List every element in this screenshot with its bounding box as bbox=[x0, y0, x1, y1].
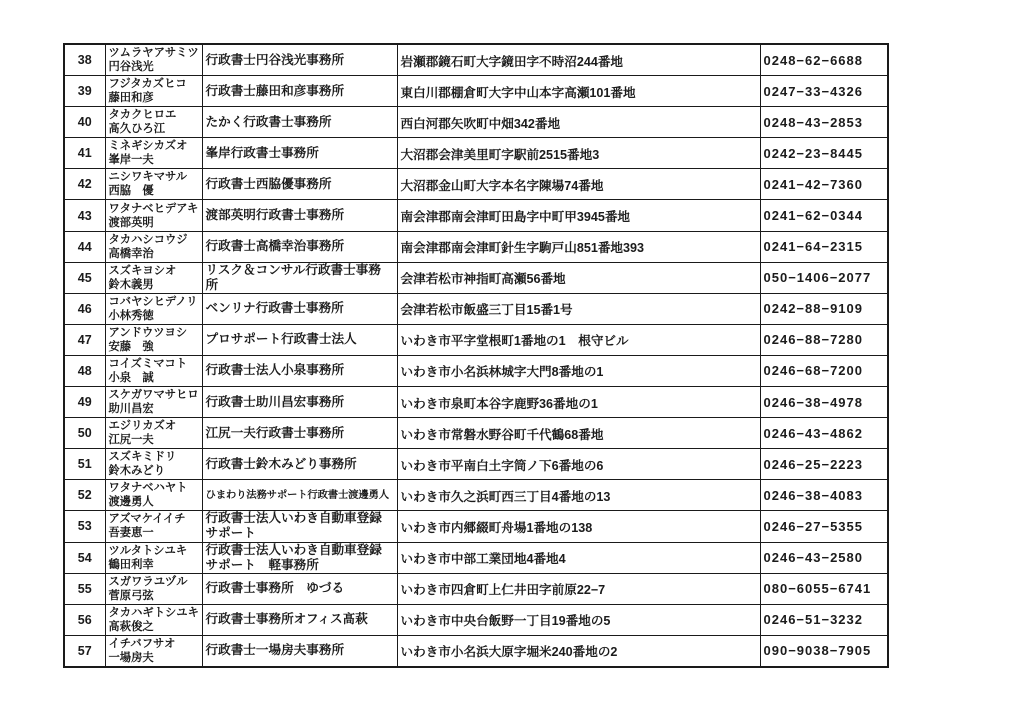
phone-number-cell: 0246−38−4083 bbox=[760, 480, 888, 511]
office-address-cell: 南会津郡南会津町田島字中町甲3945番地 bbox=[397, 200, 760, 231]
name-kana: タカクヒロエ bbox=[108, 109, 177, 122]
office-address-cell: いわき市泉町本谷字鹿野36番地の1 bbox=[397, 387, 760, 418]
member-name-cell bbox=[105, 604, 202, 635]
phone-number-cell: 0246−43−4862 bbox=[760, 418, 888, 449]
row-number-cell: 55 bbox=[64, 573, 105, 604]
member-name-cell bbox=[105, 387, 202, 418]
phone-number-cell: 0246−88−7280 bbox=[760, 324, 888, 355]
name-kanji: 小林秀徳 bbox=[108, 309, 154, 322]
name-kana: ワタナベハヤト bbox=[108, 482, 188, 495]
office-name-cell: 行政書士藤田和彦事務所 bbox=[202, 76, 397, 107]
row-number-cell: 51 bbox=[64, 449, 105, 480]
name-kanji: 鈴木義男 bbox=[108, 278, 154, 291]
row-number-cell: 49 bbox=[64, 387, 105, 418]
name-kana: ニシワキマサル bbox=[108, 171, 188, 184]
name-kanji: 鈴木みどり bbox=[108, 465, 165, 478]
member-name-cell bbox=[105, 355, 202, 386]
office-name-cell: 江尻一夫行政書士事務所 bbox=[202, 418, 397, 449]
name-kanji: 髙久ひろ江 bbox=[108, 123, 165, 136]
table-row bbox=[64, 231, 888, 262]
name-kana: ツムラヤアサミツ bbox=[108, 47, 199, 60]
table-row bbox=[64, 262, 888, 293]
name-kana: スズキミドリ bbox=[108, 451, 177, 464]
name-kanji: 峯岸一夫 bbox=[108, 154, 154, 167]
phone-number-cell: 0246−68−7200 bbox=[760, 355, 888, 386]
office-name-cell: 行政書士法人小泉事務所 bbox=[202, 355, 397, 386]
table-row bbox=[64, 355, 888, 386]
member-name-cell bbox=[105, 449, 202, 480]
row-number-cell: 40 bbox=[64, 107, 105, 138]
name-kana: タカハギトシユキ bbox=[108, 606, 199, 619]
row-number-cell: 52 bbox=[64, 480, 105, 511]
name-kanji: 円谷浅光 bbox=[108, 61, 154, 74]
member-name-cell bbox=[105, 418, 202, 449]
row-number-cell: 42 bbox=[64, 169, 105, 200]
row-number-cell: 45 bbox=[64, 262, 105, 293]
name-kanji: 江尻一夫 bbox=[108, 434, 154, 447]
member-name-cell bbox=[105, 231, 202, 262]
member-name-cell bbox=[105, 200, 202, 231]
name-kanji: 小泉 誠 bbox=[108, 371, 154, 384]
office-name-cell: 行政書士西脇優事務所 bbox=[202, 169, 397, 200]
office-name-cell: 行政書士鈴木みどり事務所 bbox=[202, 449, 397, 480]
table-row bbox=[64, 200, 888, 231]
office-address-cell: 東白川郡棚倉町大字中山本字高瀬101番地 bbox=[397, 76, 760, 107]
table-row bbox=[64, 635, 888, 667]
office-address-cell: 会津若松市飯盛三丁目15番1号 bbox=[397, 293, 760, 324]
row-number-cell: 57 bbox=[64, 635, 105, 667]
row-number-cell: 47 bbox=[64, 324, 105, 355]
table-row bbox=[64, 511, 888, 542]
office-name-cell: 行政書士法人いわき自動車登録サポート 軽事務所 bbox=[202, 542, 397, 573]
member-name-cell bbox=[105, 169, 202, 200]
office-address-cell: いわき市四倉町上仁井田字前原22−7 bbox=[397, 573, 760, 604]
office-name-cell: ベンリナ行政書士事務所 bbox=[202, 293, 397, 324]
office-name-cell: 行政書士円谷浅光事務所 bbox=[202, 44, 397, 76]
table-row bbox=[64, 138, 888, 169]
table-row bbox=[64, 324, 888, 355]
table-row bbox=[64, 169, 888, 200]
member-name-cell bbox=[105, 511, 202, 542]
office-name-cell: リスク＆コンサル行政書士事務所 bbox=[202, 262, 397, 293]
member-name-cell bbox=[105, 480, 202, 511]
phone-number-cell: 0246−51−3232 bbox=[760, 604, 888, 635]
name-kanji: 吾妻恵一 bbox=[108, 527, 154, 540]
office-name-cell: 峯岸行政書士事務所 bbox=[202, 138, 397, 169]
phone-number-cell: 0242−23−8445 bbox=[760, 138, 888, 169]
phone-number-cell: 090−9038−7905 bbox=[760, 635, 888, 667]
row-number-cell: 44 bbox=[64, 231, 105, 262]
office-address-cell: 西白河郡矢吹町中畑342番地 bbox=[397, 107, 760, 138]
name-kana: コバヤシヒデノリ bbox=[108, 295, 198, 308]
name-kanji: 一場房夫 bbox=[108, 651, 154, 664]
phone-number-cell: 0242−88−9109 bbox=[760, 293, 888, 324]
phone-number-cell: 0246−27−5355 bbox=[760, 511, 888, 542]
office-name-cell: 渡部英明行政書士事務所 bbox=[202, 200, 397, 231]
member-name-cell bbox=[105, 107, 202, 138]
name-kanji: 菅原弓弦 bbox=[108, 589, 154, 602]
table-row bbox=[64, 418, 888, 449]
name-kanji: 安藤 強 bbox=[108, 340, 154, 353]
table-row bbox=[64, 76, 888, 107]
member-name-cell bbox=[105, 44, 202, 76]
name-kana: スケガワマサヒロ bbox=[108, 389, 199, 402]
row-number-cell: 48 bbox=[64, 355, 105, 386]
phone-number-cell: 0246−38−4978 bbox=[760, 387, 888, 418]
office-address-cell: いわき市小名浜大原字堀米240番地の2 bbox=[397, 635, 760, 667]
row-number-cell: 53 bbox=[64, 511, 105, 542]
member-name-cell bbox=[105, 573, 202, 604]
name-kana: アンドウツヨシ bbox=[108, 326, 188, 339]
office-address-cell: いわき市中部工業団地4番地4 bbox=[397, 542, 760, 573]
directory-table bbox=[63, 43, 889, 668]
phone-number-cell: 050−1406−2077 bbox=[760, 262, 888, 293]
office-address-cell: 大沼郡金山町大字本名字陳場74番地 bbox=[397, 169, 760, 200]
phone-number-cell: 0248−62−6688 bbox=[760, 44, 888, 76]
member-name-cell bbox=[105, 138, 202, 169]
office-name-cell: 行政書士事務所オフィス髙萩 bbox=[202, 604, 397, 635]
member-name-cell bbox=[105, 76, 202, 107]
office-name-cell: 行政書士助川昌宏事務所 bbox=[202, 387, 397, 418]
name-kana: エジリカズオ bbox=[108, 420, 177, 433]
row-number-cell: 50 bbox=[64, 418, 105, 449]
name-kana: タカハシコウジ bbox=[108, 233, 188, 246]
name-kanji: 鶴田利幸 bbox=[108, 558, 154, 571]
row-number-cell: 38 bbox=[64, 44, 105, 76]
table-row bbox=[64, 542, 888, 573]
member-name-cell bbox=[105, 262, 202, 293]
phone-number-cell: 0246−43−2580 bbox=[760, 542, 888, 573]
row-number-cell: 41 bbox=[64, 138, 105, 169]
name-kana: ツルタトシユキ bbox=[108, 544, 188, 557]
office-name-cell: たかく行政書士事務所 bbox=[202, 107, 397, 138]
row-number-cell: 56 bbox=[64, 604, 105, 635]
name-kana: ワタナベヒデアキ bbox=[108, 202, 199, 215]
name-kana: フジタカズヒコ bbox=[108, 78, 187, 91]
phone-number-cell: 0241−64−2315 bbox=[760, 231, 888, 262]
name-kana: スガワラユヅル bbox=[108, 575, 188, 588]
office-address-cell: 会津若松市神指町高瀬56番地 bbox=[397, 262, 760, 293]
name-kana: スズキヨシオ bbox=[108, 264, 177, 277]
phone-number-cell: 0248−43−2853 bbox=[760, 107, 888, 138]
table-row bbox=[64, 387, 888, 418]
table-row bbox=[64, 604, 888, 635]
phone-number-cell: 0246−25−2223 bbox=[760, 449, 888, 480]
office-name-cell: プロサポート行政書士法人 bbox=[202, 324, 397, 355]
office-address-cell: いわき市久之浜町西三丁目4番地の13 bbox=[397, 480, 760, 511]
phone-number-cell: 0247−33−4326 bbox=[760, 76, 888, 107]
name-kanji: 髙萩俊之 bbox=[108, 620, 154, 633]
office-address-cell: 岩瀬郡鏡石町大字鏡田字不時沼244番地 bbox=[397, 44, 760, 76]
name-kana: イチバフサオ bbox=[108, 637, 176, 650]
office-name-cell: 行政書士高橋幸治事務所 bbox=[202, 231, 397, 262]
name-kana: アズマケイイチ bbox=[108, 513, 186, 526]
row-number-cell: 39 bbox=[64, 76, 105, 107]
office-address-cell: いわき市中央台飯野一丁目19番地の5 bbox=[397, 604, 760, 635]
phone-number-cell: 0241−42−7360 bbox=[760, 169, 888, 200]
table-row bbox=[64, 573, 888, 604]
table-row bbox=[64, 449, 888, 480]
office-address-cell: 南会津郡南会津町針生字駒戸山851番地393 bbox=[397, 231, 760, 262]
phone-number-cell: 080−6055−6741 bbox=[760, 573, 888, 604]
office-address-cell: いわき市内郷綴町舟場1番地の138 bbox=[397, 511, 760, 542]
office-address-cell: いわき市平南白土字筒ノ下6番地の6 bbox=[397, 449, 760, 480]
office-address-cell: いわき市平字堂根町1番地の1 根守ビル bbox=[397, 324, 760, 355]
office-name-cell: 行政書士法人いわき自動車登録サポート bbox=[202, 511, 397, 542]
table-row bbox=[64, 480, 888, 511]
row-number-cell: 43 bbox=[64, 200, 105, 231]
office-address-cell: 大沼郡会津美里町字駅前2515番地3 bbox=[397, 138, 760, 169]
office-name-cell: ひまわり法務サポート行政書士渡邊勇人 bbox=[202, 480, 397, 511]
office-name-cell: 行政書士事務所 ゆづる bbox=[202, 573, 397, 604]
name-kanji: 藤田和彦 bbox=[108, 92, 154, 105]
office-address-cell: いわき市常磐水野谷町千代鶴68番地 bbox=[397, 418, 760, 449]
name-kanji: 助川昌宏 bbox=[108, 403, 154, 416]
table-row bbox=[64, 293, 888, 324]
phone-number-cell: 0241−62−0344 bbox=[760, 200, 888, 231]
name-kanji: 西脇 優 bbox=[108, 185, 154, 198]
table-row bbox=[64, 44, 888, 76]
name-kanji: 渡邊勇人 bbox=[108, 496, 154, 509]
row-number-cell: 54 bbox=[64, 542, 105, 573]
member-name-cell bbox=[105, 542, 202, 573]
office-address-cell: いわき市小名浜林城字大門8番地の1 bbox=[397, 355, 760, 386]
name-kanji: 高橋幸治 bbox=[108, 247, 154, 260]
name-kana: ミネギシカズオ bbox=[108, 140, 188, 153]
name-kana: コイズミマコト bbox=[108, 357, 188, 370]
member-name-cell bbox=[105, 293, 202, 324]
row-number-cell: 46 bbox=[64, 293, 105, 324]
member-name-cell bbox=[105, 635, 202, 667]
office-name-cell: 行政書士一場房夫事務所 bbox=[202, 635, 397, 667]
directory-table-body bbox=[64, 44, 888, 667]
member-name-cell bbox=[105, 324, 202, 355]
name-kanji: 渡部英明 bbox=[108, 216, 154, 229]
table-row bbox=[64, 107, 888, 138]
